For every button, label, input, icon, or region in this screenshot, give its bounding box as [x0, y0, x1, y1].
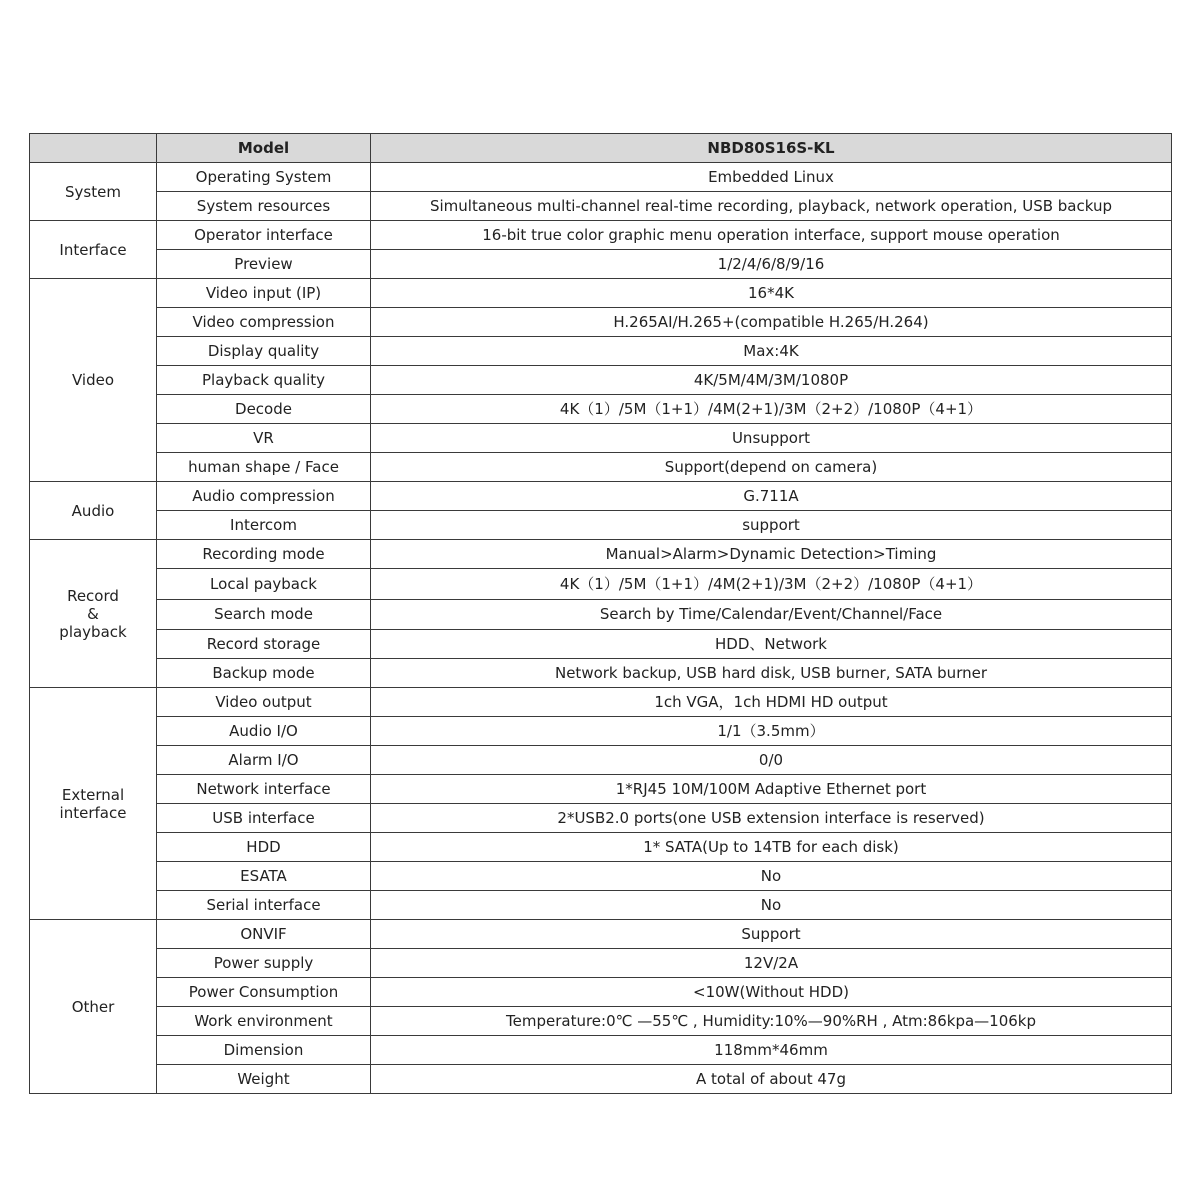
table-row — [30, 163, 1172, 192]
spec-value: 4K（1）/5M（1+1）/4M(2+1)/3M（2+2）/1080P（4+1） — [371, 395, 1172, 424]
table-row — [30, 366, 1172, 395]
table-row — [30, 978, 1172, 1007]
spec-value: 1/1（3.5mm） — [371, 717, 1172, 746]
model-label: Model — [157, 134, 371, 163]
table-row — [30, 688, 1172, 717]
table-row — [30, 221, 1172, 250]
header-corner-cell — [30, 134, 157, 163]
table-row — [30, 1007, 1172, 1036]
spec-value: Manual>Alarm>Dynamic Detection>Timing — [371, 540, 1172, 569]
spec-value: 12V/2A — [371, 949, 1172, 978]
spec-value: No — [371, 891, 1172, 920]
spec-value: Unsupport — [371, 424, 1172, 453]
spec-value: 1/2/4/6/8/9/16 — [371, 250, 1172, 279]
table-row — [30, 308, 1172, 337]
spec-value: Search by Time/Calendar/Event/Channel/Face — [371, 599, 1172, 630]
spec-value: HDD、Network — [371, 630, 1172, 659]
table-row — [30, 511, 1172, 540]
spec-table — [29, 133, 1172, 1094]
table-row — [30, 862, 1172, 891]
spec-label: Operating System — [157, 163, 371, 192]
spec-value: A total of about 47g — [371, 1065, 1172, 1094]
table-row — [30, 482, 1172, 511]
table-row — [30, 1065, 1172, 1094]
spec-value: 16*4K — [371, 279, 1172, 308]
spec-value: 1ch VGA，1ch HDMI HD output — [371, 688, 1172, 717]
group-record-playback — [30, 540, 157, 688]
spec-value: <10W(Without HDD) — [371, 978, 1172, 1007]
spec-value: Embedded Linux — [371, 163, 1172, 192]
spec-label: Recording mode — [157, 540, 371, 569]
spec-label: Playback quality — [157, 366, 371, 395]
group-video: Video — [30, 279, 157, 482]
spec-value: 0/0 — [371, 746, 1172, 775]
spec-label: Work environment — [157, 1007, 371, 1036]
table-row — [30, 250, 1172, 279]
group-external-line1: External — [61, 785, 125, 804]
spec-value: 4K（1）/5M（1+1）/4M(2+1)/3M（2+2）/1080P（4+1） — [371, 569, 1172, 600]
spec-value: 1*RJ45 10M/100M Adaptive Ethernet port — [371, 775, 1172, 804]
spec-label: Display quality — [157, 337, 371, 366]
spec-label: Local payback — [157, 569, 371, 600]
table-row — [30, 192, 1172, 221]
group-record-line3: playback — [59, 622, 127, 641]
table-row — [30, 453, 1172, 482]
spec-label: Alarm I/O — [157, 746, 371, 775]
group-external-line2: interface — [59, 803, 127, 822]
spec-value: H.265AI/H.265+(compatible H.265/H.264) — [371, 308, 1172, 337]
spec-label: Search mode — [157, 599, 371, 630]
spec-value: Network backup, USB hard disk, USB burner, SATA burner — [371, 659, 1172, 688]
group-interface: Interface — [30, 221, 157, 279]
spec-label: human shape / Face — [157, 453, 371, 482]
spec-label: ONVIF — [157, 920, 371, 949]
spec-label: Serial interface — [157, 891, 371, 920]
group-external-interface — [30, 688, 157, 920]
table-row — [30, 891, 1172, 920]
group-record-line1: Record — [67, 586, 119, 605]
table-row — [30, 746, 1172, 775]
spec-label: System resources — [157, 192, 371, 221]
table-row — [30, 540, 1172, 569]
spec-value: Max:4K — [371, 337, 1172, 366]
spec-label: Network interface — [157, 775, 371, 804]
spec-label: Decode — [157, 395, 371, 424]
spec-label: Dimension — [157, 1036, 371, 1065]
spec-label: ESATA — [157, 862, 371, 891]
header-row — [30, 134, 1172, 163]
table-row — [30, 569, 1172, 600]
spec-value: No — [371, 862, 1172, 891]
spec-value: Support — [371, 920, 1172, 949]
spec-value: Support(depend on camera) — [371, 453, 1172, 482]
spec-label: Power Consumption — [157, 978, 371, 1007]
spec-label: USB interface — [157, 804, 371, 833]
spec-label: Video compression — [157, 308, 371, 337]
spec-label: Video output — [157, 688, 371, 717]
spec-value: support — [371, 511, 1172, 540]
table-row — [30, 717, 1172, 746]
spec-value: Temperature:0℃ —55℃ , Humidity:10%—90%RH , Atm:86kpa—106kp — [371, 1007, 1172, 1036]
table-row — [30, 337, 1172, 366]
spec-label: Preview — [157, 250, 371, 279]
table-row — [30, 920, 1172, 949]
spec-label: Video input (IP) — [157, 279, 371, 308]
spec-value: 4K/5M/4M/3M/1080P — [371, 366, 1172, 395]
spec-label: VR — [157, 424, 371, 453]
table-row — [30, 833, 1172, 862]
spec-label: Power supply — [157, 949, 371, 978]
table-row — [30, 1036, 1172, 1065]
spec-label: Operator interface — [157, 221, 371, 250]
spec-label: Intercom — [157, 511, 371, 540]
group-system: System — [30, 163, 157, 221]
group-other: Other — [30, 920, 157, 1094]
spec-label: Record storage — [157, 630, 371, 659]
group-record-line2: & — [87, 604, 99, 623]
table-row — [30, 949, 1172, 978]
spec-label: HDD — [157, 833, 371, 862]
table-row — [30, 804, 1172, 833]
spec-label: Audio I/O — [157, 717, 371, 746]
table-row — [30, 395, 1172, 424]
spec-value: 16-bit true color graphic menu operation interface, support mouse operation — [371, 221, 1172, 250]
group-audio: Audio — [30, 482, 157, 540]
spec-value: G.711A — [371, 482, 1172, 511]
table-row — [30, 599, 1172, 630]
model-value: NBD80S16S-KL — [371, 134, 1172, 163]
spec-value: 1* SATA(Up to 14TB for each disk) — [371, 833, 1172, 862]
table-row — [30, 279, 1172, 308]
spec-value: 2*USB2.0 ports(one USB extension interface is reserved) — [371, 804, 1172, 833]
spec-label: Audio compression — [157, 482, 371, 511]
spec-label: Weight — [157, 1065, 371, 1094]
table-row — [30, 659, 1172, 688]
table-row — [30, 775, 1172, 804]
spec-label: Backup mode — [157, 659, 371, 688]
spec-value: Simultaneous multi-channel real-time recording, playback, network operation, USB backup — [371, 192, 1172, 221]
table-row — [30, 630, 1172, 659]
spec-value: 118mm*46mm — [371, 1036, 1172, 1065]
table-row — [30, 424, 1172, 453]
